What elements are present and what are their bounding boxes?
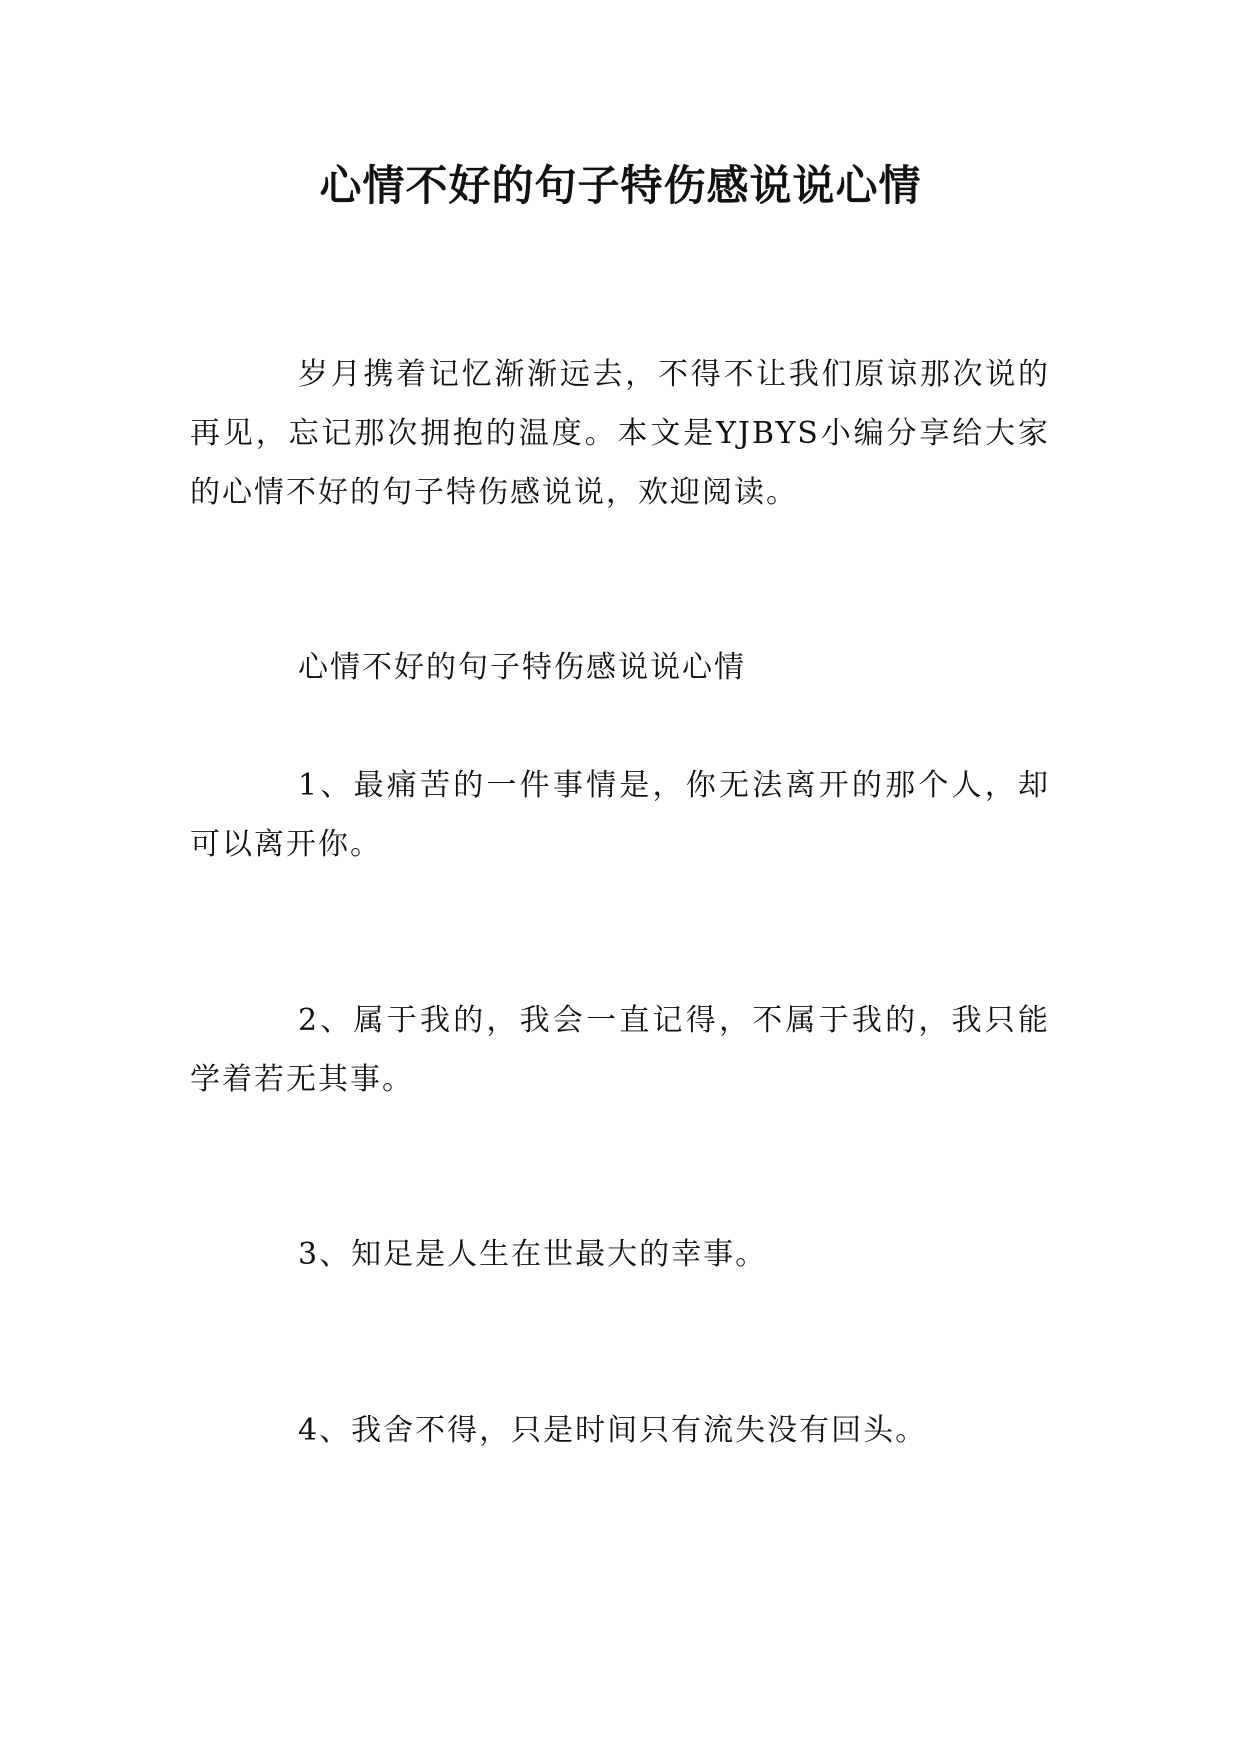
list-item-4: 4、我舍不得，只是时间只有流失没有回头。 xyxy=(298,1413,928,1448)
list-item-2: 2、属于我的，我会一直记得，不属于我的，我只能学着若无其事。 xyxy=(190,1003,1050,1097)
intro-paragraph: 岁月携着记忆渐渐远去，不得不让我们原谅那次说的再见，忘记那次拥抱的温度。本文是YJBYS小编分享给大家的心情不好的句子特伤感说说，欢迎阅读。 xyxy=(190,357,1050,510)
section-subtitle: 心情不好的句子特伤感说说心情 xyxy=(298,650,746,685)
document-title: 心情不好的句子特伤感说说心情 xyxy=(319,161,922,210)
list-item-1: 1、最痛苦的一件事情是，你无法离开的那个人，却可以离开你。 xyxy=(190,768,1050,862)
list-item-3: 3、知足是人生在世最大的幸事。 xyxy=(298,1237,768,1272)
